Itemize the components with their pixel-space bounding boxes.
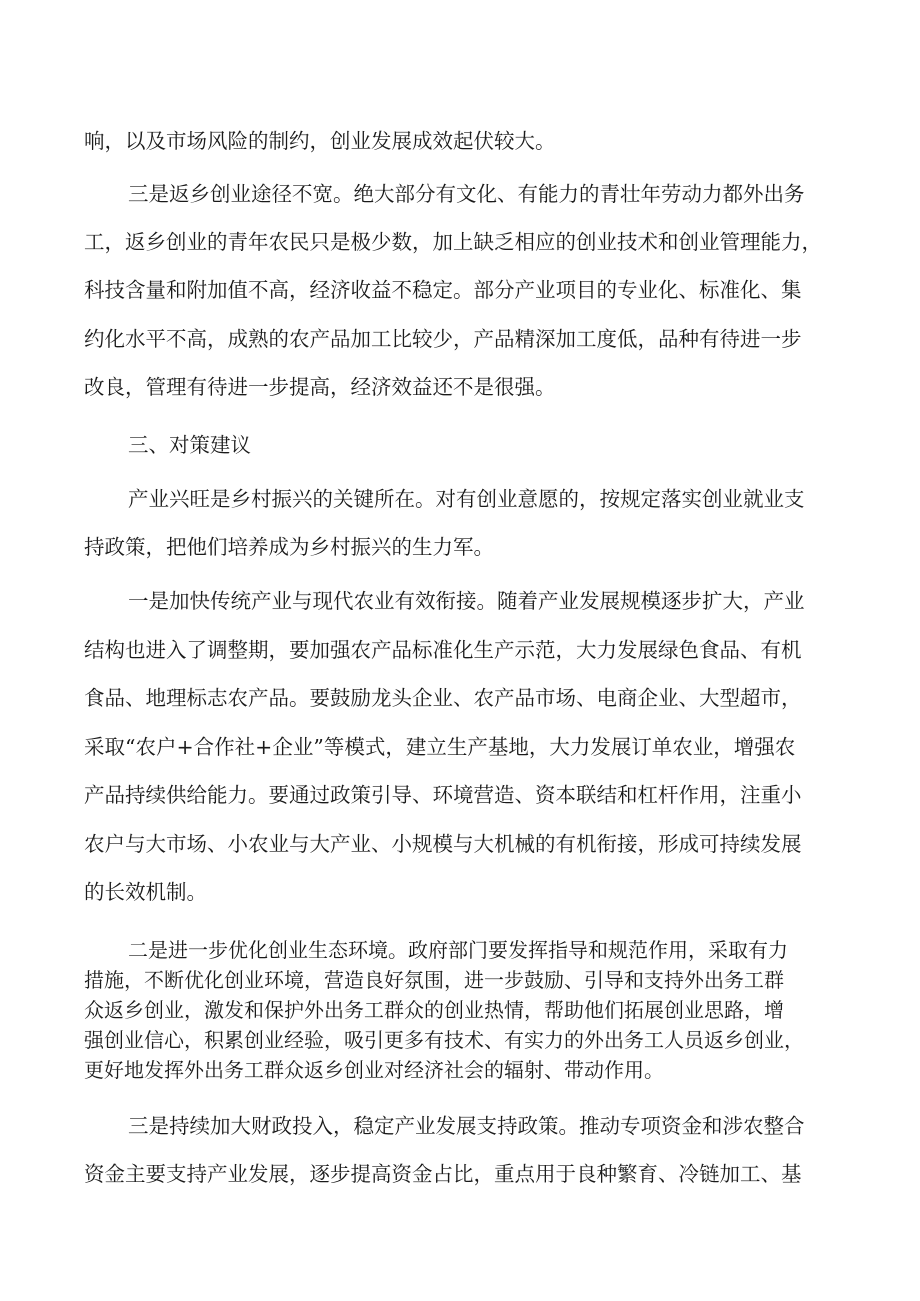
text-line: 农户与大市场、小农业与大产业、小规模与大机械的有机衔接，形成可持续发展 [84, 832, 802, 856]
text-line: 采取“农户+合作社+企业”等模式，建立生产基地，大力发展订单农业，增强农 [84, 735, 796, 759]
text-line: 产品持续供给能力。要通过政策引导、环境营造、资本联结和杠杆作用，注重小 [84, 783, 802, 807]
text-line: 的长效机制。 [84, 880, 207, 904]
text-line: 更好地发挥外出务工群众返乡创业对经济社会的辐射、带动作用。 [84, 1058, 664, 1082]
text-line: 强创业信心，积累创业经验，吸引更多有技术、有实力的外出务工人员返乡创业， [84, 1028, 804, 1052]
text-line: 二是进一步优化创业生态环境。政府部门要发挥指导和规范作用，采取有力 [128, 938, 788, 962]
text-line: 三是返乡创业途径不宽。绝大部分有文化、有能力的青壮年劳动力都外出务 [128, 182, 805, 206]
text-line: 资金主要支持产业发展，逐步提高资金占比，重点用于良种繁育、冷链加工、基 [84, 1162, 802, 1186]
text-line: 持政策，把他们培养成为乡村振兴的生力军。 [84, 535, 494, 559]
text-line: 一是加快传统产业与现代农业有效衔接。随着产业发展规模逐步扩大，产业 [128, 589, 805, 613]
text-line: 改良，管理有待进一步提高，经济效益还不是很强。 [84, 375, 556, 399]
text-line: 科技含量和附加值不高，经济收益不稳定。部分产业项目的专业化、标准化、集 [84, 278, 802, 302]
section-title: 三、对策建议 [128, 433, 251, 457]
text-line: 措施，不断优化创业环境，营造良好氛围，进一步鼓励、引导和支持外出务工群 [84, 968, 784, 992]
text-line: 约化水平不高，成熟的农产品加工比较少，产品精深加工度低，品种有待进一步 [84, 327, 802, 351]
text-line: 响，以及市场风险的制约，创业发展成效起伏较大。 [84, 129, 556, 153]
text-line: 三是持续加大财政投入，稳定产业发展支持政策。推动专项资金和涉农整合 [128, 1114, 805, 1138]
text-line: 众返乡创业，激发和保护外出务工群众的创业热情，帮助他们拓展创业思路，增 [84, 998, 784, 1022]
text-line: 结构也进入了调整期，要加强农产品标准化生产示范，大力发展绿色食品、有机 [84, 638, 802, 662]
text-line: 工，返乡创业的青年农民只是极少数，加上缺乏相应的创业技术和创业管理能力， [84, 230, 822, 254]
text-line: 产业兴旺是乡村振兴的关键所在。对有创业意愿的，按规定落实创业就业支 [128, 487, 805, 511]
text-line: 食品、地理标志农产品。要鼓励龙头企业、农产品市场、电商企业、大型超市， [84, 686, 802, 710]
